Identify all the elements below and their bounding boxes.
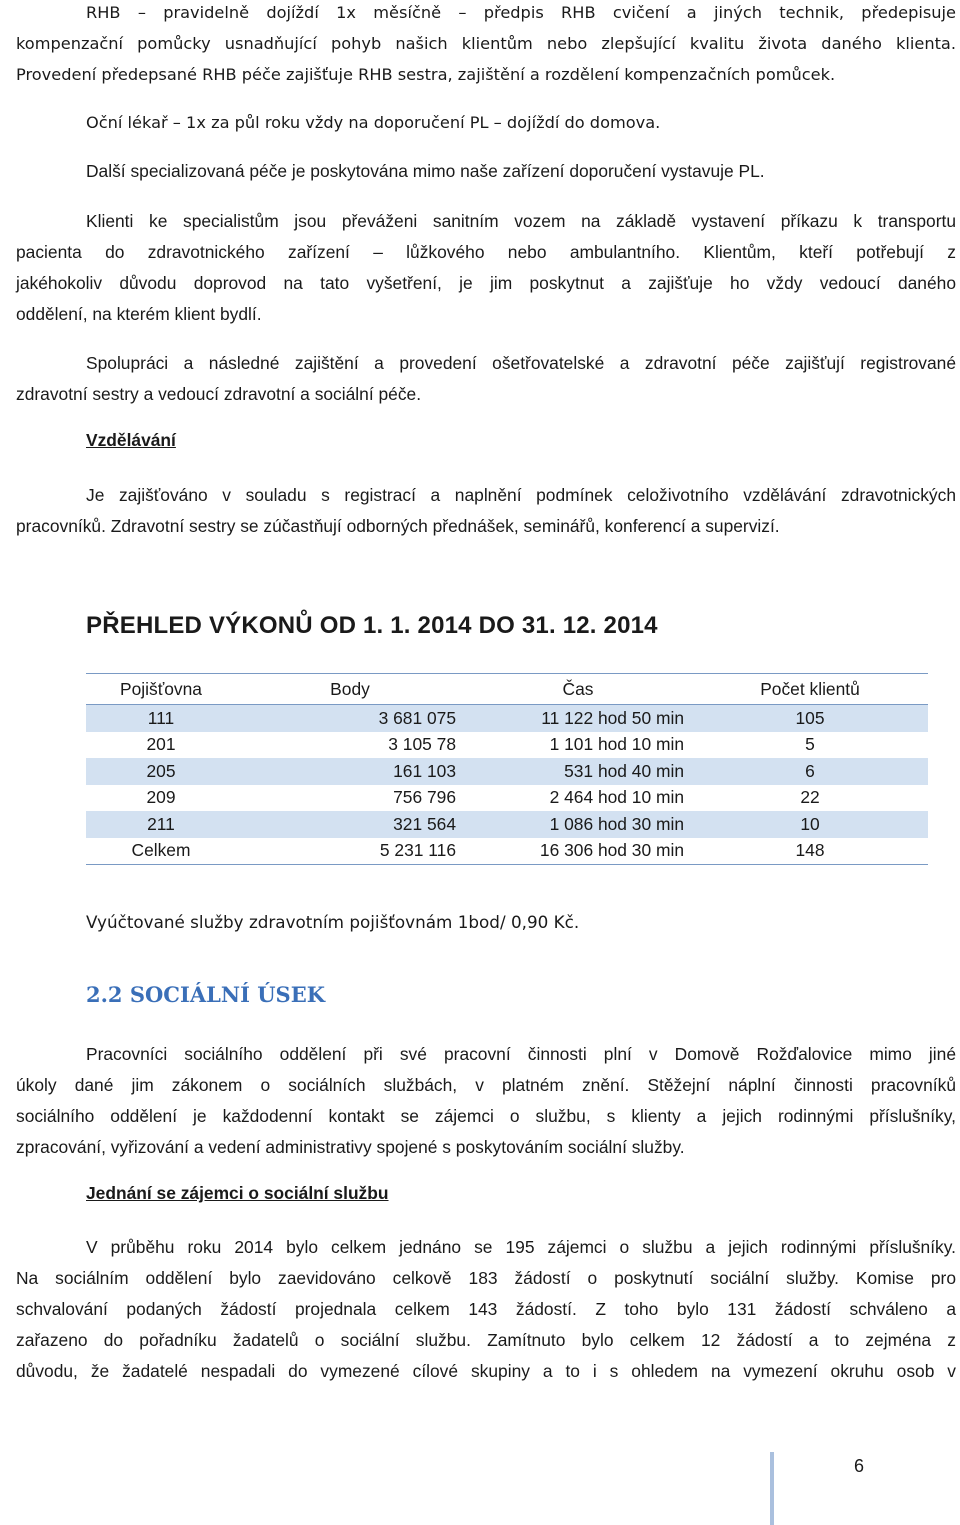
cell: 3 105 78 (388, 734, 456, 755)
cell: 205 (86, 758, 236, 785)
cell: 22 (800, 787, 820, 808)
cell: Celkem (86, 838, 236, 865)
text-line: úkoly dané jim zákonem o sociálních službách, v platném znění. Stěžejní náplní činnosti pracovníků (16, 1075, 956, 1095)
text-line: Oční lékař – 1x za půl roku vždy na doporučení PL – dojíždí do domova. (86, 113, 661, 132)
table-title (16, 612, 658, 640)
column-header: Body (236, 674, 464, 705)
text-line: V průběhu roku 2014 bylo celkem jednáno se 195 zájemci o službu a jejich rodinnými příslušníky. (86, 1237, 956, 1257)
text-line: jakéhokoliv důvodu doprovod na tato vyšetření, je jim poskytnut a zajišťuje ho vždy vedoucí daného (16, 273, 956, 293)
text-line: Pracovníci sociálního oddělení při své pracovní činnosti plní v Domově Rožďalovice mimo jiné (86, 1044, 956, 1064)
cell: 2 464 hod 10 min (549, 787, 684, 808)
cell: 756 796 (393, 787, 456, 808)
table-header-row (86, 674, 928, 705)
page-footer (770, 1450, 890, 1525)
performance-table (86, 673, 928, 865)
table-row (86, 785, 928, 812)
column-header: Čas (464, 674, 692, 705)
cell: 209 (146, 787, 176, 808)
heading-jednani (16, 1183, 389, 1204)
text-line: pracovníků. Zdravotní sestry se zúčastňují odborných přednášek, seminářů, konferencí a supervizí. (16, 516, 780, 536)
table-row-total (86, 838, 928, 865)
text-line: oddělení, na kterém klient bydlí. (16, 304, 262, 324)
text-line: Spolupráci a následné zajištění a provedení ošetřovatelské a zdravotní péče zajišťují registrované (86, 353, 956, 373)
text-line: Je zajišťováno v souladu s registrací a naplnění podmínek celoživotního vzdělávání zdravotnických (86, 485, 956, 505)
cell: 16 306 hod 30 min (464, 838, 692, 865)
table-row (86, 758, 928, 785)
cell: 531 hod 40 min (464, 758, 692, 785)
cell: 111 (86, 705, 236, 732)
performance-table-wrap (16, 673, 928, 865)
cell: 6 (692, 758, 928, 785)
cell: 10 (692, 811, 928, 838)
text-line: Na sociálním oddělení bylo zaevidováno celkově 183 žádostí o poskytnutí sociální služby. Komise pro (16, 1268, 956, 1288)
text-line: pacienta do zdravotnického zařízení – lůžkového nebo ambulantního. Klientům, kteří potřebují z (16, 242, 956, 262)
section-heading: 2.2 SOCIÁLNÍ ÚSEK (86, 982, 325, 1007)
section-heading: Jednání se zájemci o sociální službu (86, 1183, 389, 1203)
paragraph-dalsi (86, 156, 765, 187)
cell: 1 101 hod 10 min (549, 734, 684, 755)
cell: 161 103 (236, 758, 464, 785)
text-line: Další specializovaná péče je poskytována mimo naše zařízení doporučení vystavuje PL. (86, 161, 765, 181)
cell: 105 (692, 705, 928, 732)
page-number: 6 (854, 1456, 865, 1476)
table-title-text: PŘEHLED VÝKONŮ OD 1. 1. 2014 DO 31. 12. 2014 (86, 612, 658, 639)
paragraph-klienti (16, 206, 956, 330)
paragraph-spoluprace (16, 348, 956, 410)
cell: 3 681 075 (236, 705, 464, 732)
table-row (86, 705, 928, 732)
heading-vzdelavani (16, 430, 176, 451)
cell: 11 122 hod 50 min (464, 705, 692, 732)
table-row (86, 811, 928, 838)
cell: 5 231 116 (236, 838, 464, 865)
text-line: sociálního oddělení je každodenní kontakt se zájemci o službu, s klienty a jejich rodinnými příslušníky, (16, 1106, 956, 1126)
cell: 148 (692, 838, 928, 865)
text-line: Klienti ke specialistům jsou převáženi sanitním vozem na základě vystavení příkazu k transportu (86, 211, 956, 231)
table-row (86, 732, 928, 759)
cell: 211 (86, 811, 236, 838)
cell: 5 (805, 734, 815, 755)
cell: 201 (146, 734, 176, 755)
text-line: zdravotní sestry a vedoucí zdravotní a sociální péče. (16, 384, 422, 404)
text-line: zpracování, vyřizování a vedení administrativy spojené s poskytováním sociální služby. (16, 1137, 685, 1157)
paragraph-socialni (16, 1039, 956, 1163)
cell: 321 564 (236, 811, 464, 838)
text-line: zařazeno do pořadníku žadatelů o sociální službu. Zamítnuto bylo celkem 12 žádostí a to zejména z (16, 1330, 956, 1350)
heading-socialni-usek (16, 982, 325, 1007)
text-line: důvodu, že žadatelé nespadali do vymezené cílové skupiny a to i s ohledem na vymezení okruhu osob v (16, 1361, 956, 1381)
text-line: Vyúčtované služby zdravotním pojišťovnám 1bod/ 0,90 Kč. (86, 912, 580, 932)
text-line: schvalování podaných žádostí projednala celkem 143 žádostí. Z toho bylo 131 žádostí schváleno a (16, 1299, 956, 1319)
paragraph-vyuctovane (86, 907, 579, 938)
cell: 1 086 hod 30 min (464, 811, 692, 838)
text-line: kompenzační pomůcky usnadňující pohyb našich klientům nebo zlepšující kvalitu života daného klienta. (16, 34, 956, 53)
paragraph-jednani (16, 1232, 956, 1387)
column-header: Pojišťovna (86, 674, 236, 705)
section-heading: Vzdělávání (86, 430, 176, 450)
text-line: Provedení předepsané RHB péče zajišťuje RHB sestra, zajištění a rozdělení kompenzačních pomůcek. (16, 65, 836, 84)
text-line: RHB – pravidelně dojíždí 1x měsíčně – předpis RHB cvičení a jiných technik, předepisuje (86, 3, 956, 22)
column-header: Počet klientů (692, 674, 928, 705)
paragraph-ocni (86, 107, 660, 138)
footer-divider (770, 1452, 774, 1525)
paragraph-rhb (16, 0, 956, 90)
paragraph-vzdelavani (16, 480, 956, 542)
